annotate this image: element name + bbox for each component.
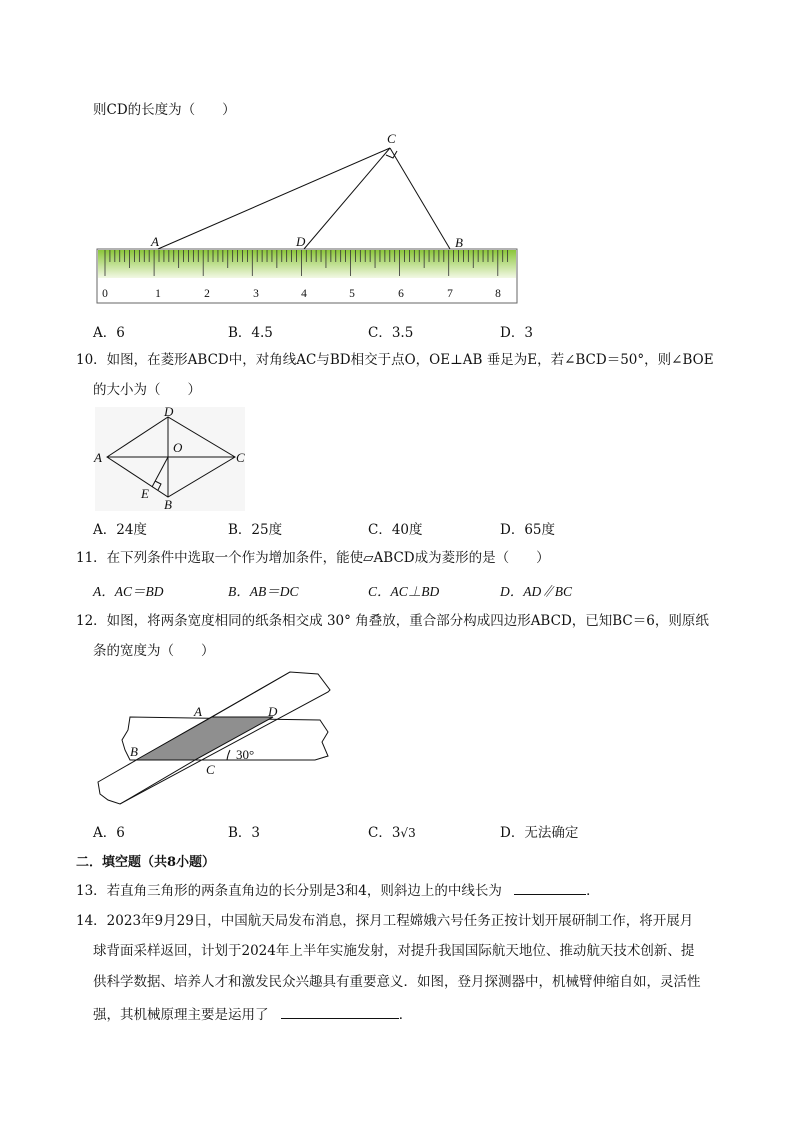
q9-option-a[interactable]: A．6	[93, 325, 125, 341]
q14-line4-text: 强，其机械原理主要是运用了	[93, 1007, 269, 1023]
q9-option-d[interactable]: D．3	[500, 325, 533, 341]
q12-line1: 12．如图，将两条宽度相同的纸条相交成 30° 角叠放，重合部分构成四边形ABCD，已知BC＝6，则原纸	[76, 613, 709, 629]
label-angle: 30°	[236, 747, 255, 762]
q10-line1: 10．如图，在菱形ABCD中，对角线AC与BD相交于点O，OE⊥AB 垂足为E，若∠BCD＝50°，则∠BOE	[76, 352, 714, 368]
label-B: B	[130, 744, 138, 759]
q14-answer-blank[interactable]	[281, 1004, 399, 1019]
ruler-num-3: 3	[253, 288, 259, 300]
label-A: A	[94, 450, 102, 465]
q14-end: ．	[398, 1007, 413, 1023]
label-A: A	[151, 234, 159, 249]
q13-line	[76, 880, 600, 901]
q12-figure	[90, 670, 340, 810]
q12-option-d[interactable]: D．无法确定	[500, 825, 579, 841]
q14-line3: 供科学数据、培养人才和激发民众兴趣具有重要意义．如图，登月探测器中，机械臂伸缩自如，灵活性	[93, 974, 701, 990]
q10-line2: 的大小为（ ）	[93, 382, 201, 398]
q10-option-b[interactable]: B．25度	[228, 522, 283, 538]
ruler-num-0: 0	[102, 288, 108, 300]
q10-option-d[interactable]: D．65度	[500, 522, 556, 538]
ruler-num-2: 2	[204, 288, 210, 300]
label-C: C	[206, 762, 215, 777]
q9-figure	[90, 125, 530, 310]
label-C: C	[236, 450, 245, 465]
ruler-num-5: 5	[349, 288, 355, 300]
q9-stem-tail: 则CD的长度为（ ）	[93, 102, 236, 118]
ruler-num-4: 4	[301, 288, 307, 300]
q12-option-c-radical: √3	[400, 826, 416, 840]
q13-end: ．	[586, 883, 600, 899]
q12-option-b[interactable]: B．3	[228, 825, 261, 841]
q13-text: 13．若直角三角形的两条直角边的长分别是3和4，则斜边上的中线长为	[76, 883, 502, 899]
q10-figure	[90, 403, 250, 513]
label-C: C	[387, 131, 396, 146]
label-A: A	[194, 704, 202, 719]
q12-line2: 条的宽度为（ ）	[93, 643, 215, 659]
ruler-num-8: 8	[495, 288, 501, 300]
q9-option-b[interactable]: B．4.5	[228, 325, 273, 341]
label-D: D	[164, 404, 174, 419]
q14-line1: 14．2023年9月29日，中国航天局发布消息，探月工程嫦娥六号任务正按计划开展研制工作，将开展月	[76, 913, 694, 929]
label-B: B	[164, 497, 172, 512]
label-B: B	[455, 235, 463, 250]
q11-option-b[interactable]: B．AB＝DC	[228, 584, 299, 599]
q9-option-c[interactable]: C．3.5	[368, 325, 414, 341]
ruler-num-7: 7	[447, 288, 453, 300]
label-D: D	[268, 704, 278, 719]
q12-option-c[interactable]	[368, 821, 416, 841]
q14-line2: 球背面采样返回，计划于2024年上半年实施发射，对提升我国国际航天地位、推动航天技术创新、提	[93, 943, 695, 959]
section-title: 二．填空题（共8小题）	[76, 855, 216, 870]
label-E: E	[141, 486, 149, 501]
q11-line1: 11．在下列条件中选取一个作为增加条件，能使▱ABCD成为菱形的是（ ）	[76, 550, 550, 566]
q10-option-a[interactable]: A．24度	[93, 522, 147, 538]
q14-line4	[93, 1004, 412, 1025]
q12-option-a[interactable]: A．6	[93, 825, 125, 841]
q13-answer-blank[interactable]	[514, 880, 586, 895]
q11-option-d[interactable]: D．AD∥BC	[500, 584, 572, 599]
label-D: D	[296, 234, 306, 249]
ruler-num-1: 1	[155, 288, 161, 300]
label-O: O	[173, 440, 183, 455]
q10-option-c[interactable]: C．40度	[368, 522, 423, 538]
q11-option-a[interactable]: A．AC＝BD	[93, 584, 164, 599]
ruler-num-6: 6	[398, 288, 404, 300]
q11-option-c[interactable]: C．AC⊥BD	[368, 584, 440, 599]
q12-option-c-label: C．3	[368, 825, 401, 841]
